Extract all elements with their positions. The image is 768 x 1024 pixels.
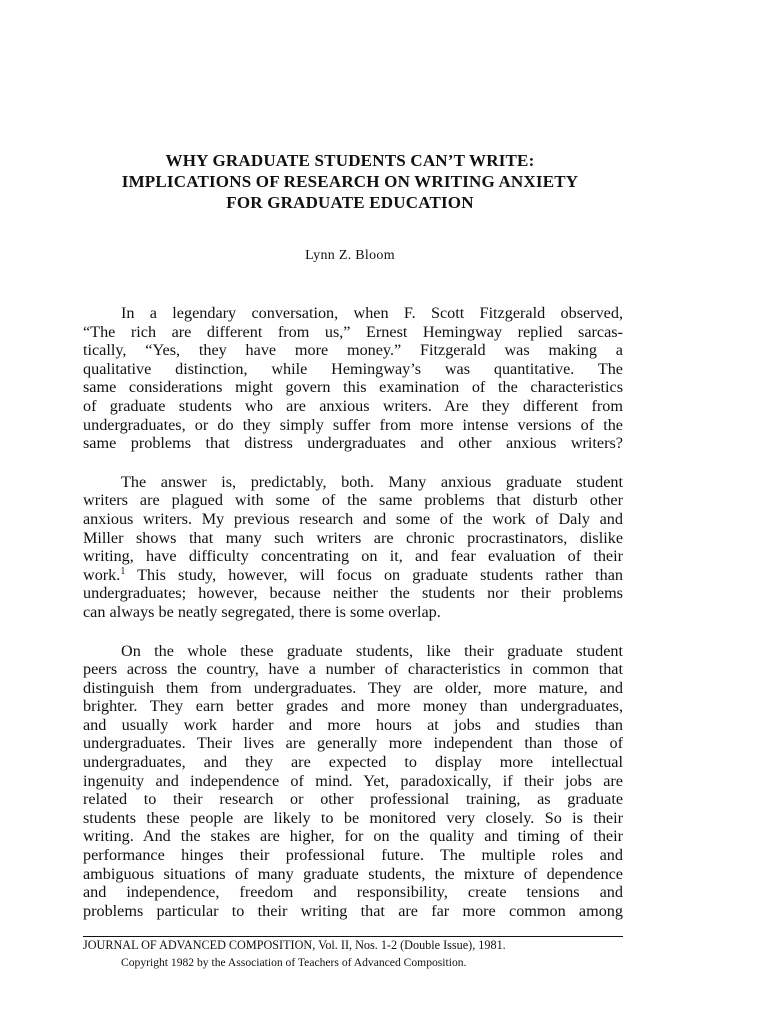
paragraph-line: writing, have difficulty concentrating on it, and fear evaluation of their <box>83 547 623 566</box>
paragraph-line: ingenuity and independence of mind. Yet, paradoxically, if their jobs are <box>83 771 623 790</box>
paragraph-line: writing. And the stakes are higher, for on the quality and timing of their <box>83 827 623 846</box>
footer-rule <box>83 936 623 937</box>
paragraph-line: ambiguous situations of many graduate students, the mixture of dependence <box>83 864 623 883</box>
title-line-1: WHY GRADUATE STUDENTS CAN’T WRITE: <box>165 151 535 170</box>
paragraph-line: related to their research or other professional training, as graduate <box>83 790 623 809</box>
journal-citation: JOURNAL OF ADVANCED COMPOSITION, Vol. II, Nos. 1-2 (Double Issue), 1981. <box>83 938 506 952</box>
paragraph-line: In a legendary conversation, when F. Scott Fitzgerald observed, <box>121 304 623 322</box>
paragraph-line: On the whole these graduate students, like their graduate student <box>121 641 623 660</box>
paragraph-line: The answer is, predictably, both. Many anxious graduate student <box>121 472 623 491</box>
paragraph-line: undergraduates; however, because neither the students nor their problems <box>83 584 623 603</box>
copyright-notice: Copyright 1982 by the Association of Teachers of Advanced Composition. <box>121 956 467 969</box>
paragraph-line: students these people are likely to be monitored very closely. So is their <box>83 808 623 827</box>
paragraph-line: and usually work harder and more hours at jobs and studies than <box>83 715 623 734</box>
title-line-3: FOR GRADUATE EDUCATION <box>226 193 474 212</box>
paragraph-1 <box>83 304 623 453</box>
footnote-marker[interactable]: 1 <box>120 565 126 577</box>
article-body <box>83 304 623 940</box>
paragraph-line: Miller shows that many such writers are chronic procrastinators, dislike <box>83 528 623 547</box>
paragraph-2 <box>83 473 623 622</box>
paragraph-line: anxious writers. My previous research and some of the work of Daly and <box>83 509 623 528</box>
article-title <box>60 150 640 213</box>
paragraph-line: qualitative distinction, while Hemingway’s was quantitative. The <box>83 359 623 378</box>
paragraph-line: undergraduates, or do they simply suffer from more intense versions of the <box>83 415 623 434</box>
title-line-2: IMPLICATIONS OF RESEARCH ON WRITING ANXIETY <box>121 172 579 191</box>
paragraph-line: same considerations might govern this examination of the characteristics <box>83 378 623 397</box>
paragraph-line: brighter. They earn better grades and more money than undergraduates, <box>83 697 623 716</box>
author-name: Lynn Z. Bloom <box>305 248 395 263</box>
paragraph-line: of graduate students who are anxious writers. Are they different from <box>83 396 623 415</box>
paragraph-line: can always be neatly segregated, there is some overlap. <box>83 602 441 621</box>
paragraph-line: tically, “Yes, they have more money.” Fitzgerald was making a <box>83 341 623 360</box>
paragraph-line: peers across the country, have a number of characteristics in common that <box>83 660 623 679</box>
paragraph-line: “The rich are different from us,” Ernest Hemingway replied sarcas- <box>83 322 623 341</box>
paragraph-line: writers are plagued with some of the same problems that disturb other <box>83 491 623 510</box>
paragraph-line: and independence, freedom and responsibility, create tensions and <box>83 883 623 902</box>
paragraph-line: undergraduates, and they are expected to display more intellectual <box>83 753 623 772</box>
paragraph-line: undergraduates. Their lives are generally more independent than those of <box>83 734 623 753</box>
paragraph-line: distinguish them from undergraduates. They are older, more mature, and <box>83 678 623 697</box>
paragraph-line-with-footnote <box>83 566 623 585</box>
paragraph-line: same problems that distress undergraduates and other anxious writers? <box>83 434 623 453</box>
line-segment: work. <box>83 565 121 584</box>
paragraph-line: problems particular to their writing that are far more common among <box>83 901 623 920</box>
line-segment: This study, however, will focus on graduate students rather than <box>137 565 623 584</box>
paragraph-3 <box>83 642 623 921</box>
paragraph-line: performance hinges their professional future. The multiple roles and <box>83 846 623 865</box>
